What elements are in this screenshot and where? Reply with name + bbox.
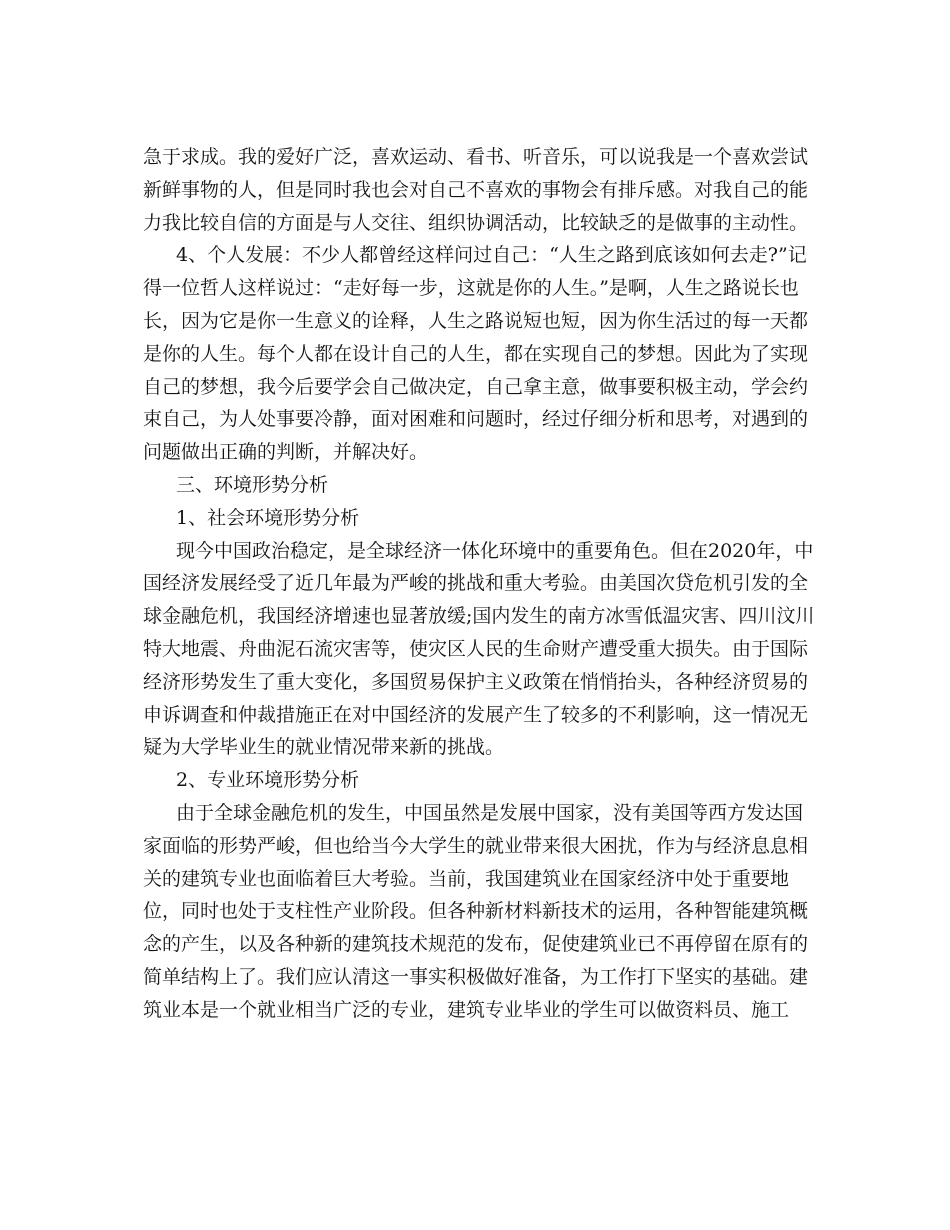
text-line: 新鲜事物的人，但是同时我也会对自己不喜欢的事物会有排斥感。对我自己的能 <box>143 178 809 201</box>
text-line: 国经济发展经受了近几年最为严峻的挑战和重大考验。由美国次贷危机引发的全 <box>143 572 809 595</box>
text-line: 自己的梦想，我今后要学会自己做决定，自己拿主意，做事要积极主动，学会约 <box>143 375 809 398</box>
text-line: 束自己，为人处事要冷静，面对困难和问题时，经过仔细分析和思考，对遇到的 <box>143 408 809 431</box>
text-line: 长，因为它是你一生意义的诠释，人生之路说短也短，因为你生活过的每一天都 <box>143 309 809 332</box>
text-line: 关的建筑专业也面临着巨大考验。当前，我国建筑业在国家经济中处于重要地 <box>143 867 790 890</box>
text-line: 经济形势发生了重大变化，多国贸易保护主义政策在悄悄抬头，各种经济贸易的 <box>143 670 809 693</box>
text-line: 简单结构上了。我们应认清这一事实积极做好准备，为工作打下坚实的基础。建 <box>143 965 809 988</box>
text-line: 是你的人生。每个人都在设计自己的人生，都在实现自己的梦想。因此为了实现 <box>143 342 809 365</box>
text-line: 由于全球金融危机的发生，中国虽然是发展中国家，没有美国等西方发达国 <box>176 801 804 824</box>
text-line: 2、专业环境形势分析 <box>176 769 360 792</box>
text-line: 筑业本是一个就业相当广泛的专业，建筑专业毕业的学生可以做资料员、施工 <box>143 998 790 1021</box>
text-line: 问题做出正确的判断，并解决好。 <box>143 441 429 464</box>
text-line: 球金融危机，我国经济增速也显著放缓;国内发生的南方冰雪低温灾害、四川汶川 <box>143 605 815 628</box>
text-line: 位，同时也处于支柱性产业阶段。但各种新材料新技术的运用，各种智能建筑概 <box>143 900 809 923</box>
text-line: 力我比较自信的方面是与人交往、组织协调活动，比较缺乏的是做事的主动性。 <box>143 211 809 234</box>
text-line: 现今中国政治稳定，是全球经济一体化环境中的重要角色。但在2020年，中 <box>176 539 814 562</box>
document-body <box>143 141 815 1027</box>
text-line: 疑为大学毕业生的就业情况带来新的挑战。 <box>143 736 505 759</box>
text-line: 念的产生，以及各种新的建筑技术规范的发布，促使建筑业已不再停留在原有的 <box>143 933 809 956</box>
text-line: 得一位哲人这样说过：“走好每一步，这就是你的人生。”是啊，人生之路说长也 <box>143 277 799 300</box>
text-line: 急于求成。我的爱好广泛，喜欢运动、看书、听音乐，可以说我是一个喜欢尝试 <box>143 146 809 168</box>
text-line: 1、社会环境形势分析 <box>176 506 360 529</box>
text-line: 特大地震、舟曲泥石流灾害等，使灾区人民的生命财产遭受重大损失。由于国际 <box>143 637 809 660</box>
text-line: 三、环境形势分析 <box>176 473 329 496</box>
text-line: 4、个人发展：不少人都曾经这样问过自己：“人生之路到底该如何去走?”记 <box>176 244 807 267</box>
text-line: 申诉调查和仲裁措施正在对中国经济的发展产生了较多的不利影响，这一情况无 <box>143 703 809 726</box>
text-line: 家面临的形势严峻，但也给当今大学生的就业带来很大困扰，作为与经济息息相 <box>143 834 809 857</box>
